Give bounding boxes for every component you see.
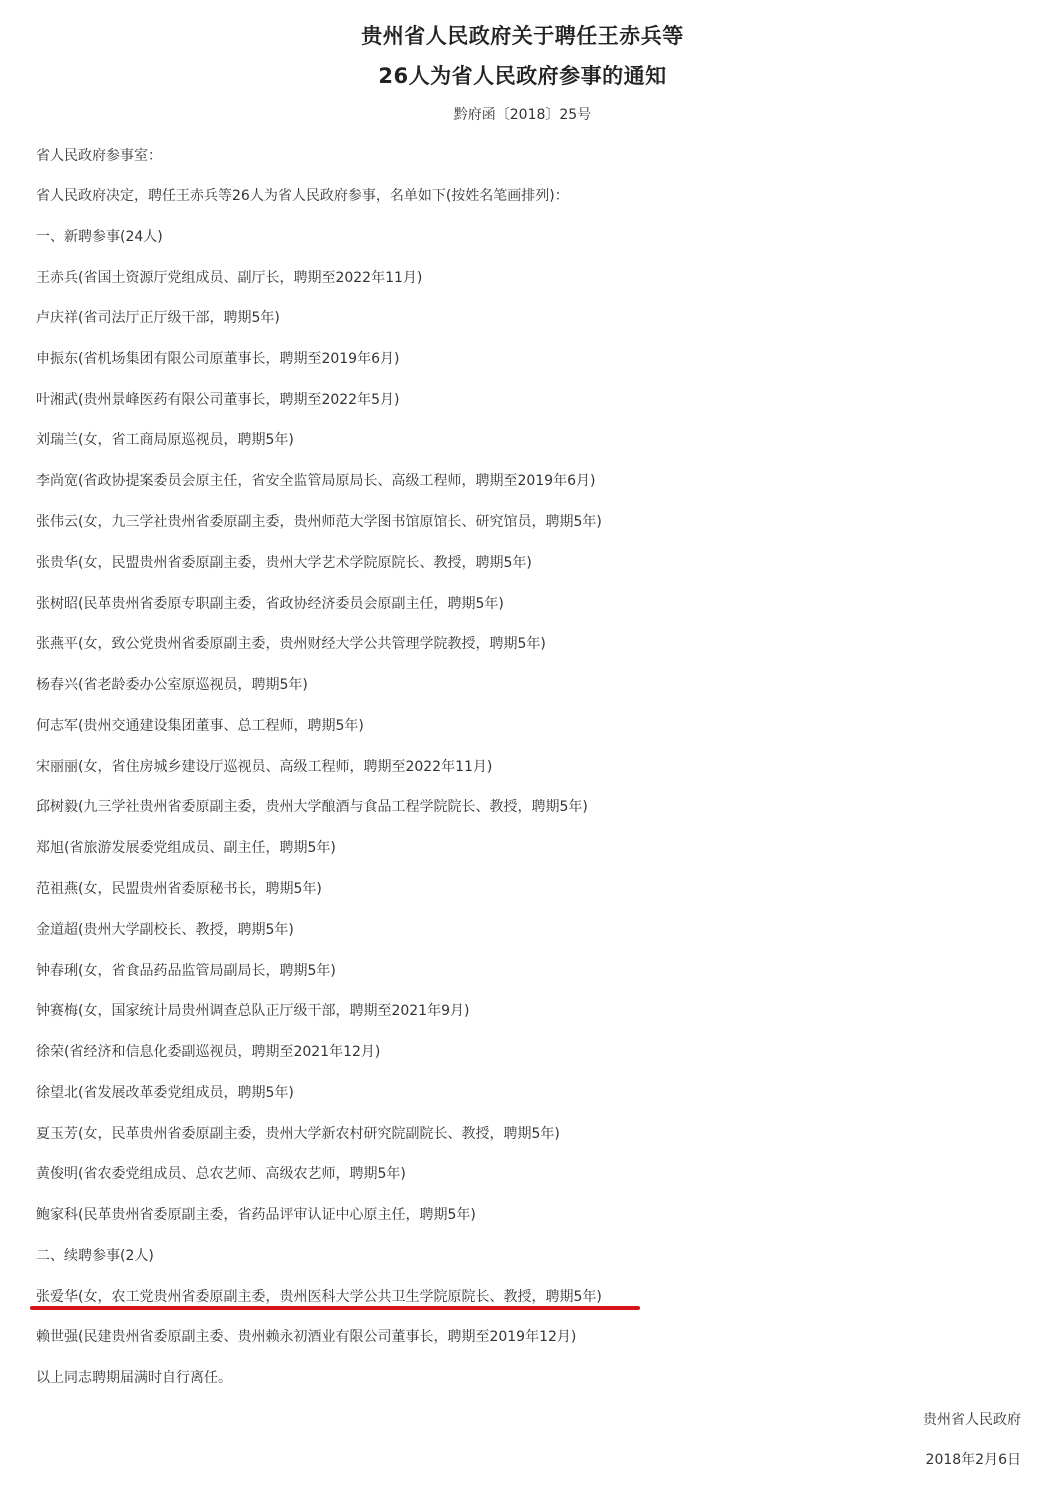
document-number: 黔府函〔2018〕25号 bbox=[453, 107, 592, 123]
red-underline-highlight bbox=[30, 1306, 640, 1310]
list-item: 张贵华(女，民盟贵州省委原副主委，贵州大学艺术学院原院长、教授，聘期5年) bbox=[36, 555, 532, 571]
list-item: 黄俊明(省农委党组成员、总农艺师、高级农艺师，聘期5年) bbox=[36, 1166, 406, 1182]
list-item: 范祖燕(女，民盟贵州省委原秘书长，聘期5年) bbox=[36, 881, 322, 897]
salutation: 省人民政府参事室： bbox=[36, 148, 162, 164]
list-item: 卢庆祥(省司法厅正厅级干部，聘期5年) bbox=[36, 310, 280, 326]
list-item: 钟春琍(女，省食品药品监管局副局长，聘期5年) bbox=[36, 963, 336, 979]
intro-paragraph: 省人民政府决定，聘任王赤兵等26人为省人民政府参事，名单如下(按姓名笔画排列)： bbox=[36, 188, 569, 204]
list-item: 张燕平(女，致公党贵州省委原副主委，贵州财经大学公共管理学院教授，聘期5年) bbox=[36, 636, 546, 652]
list-item: 徐望北(省发展改革委党组成员，聘期5年) bbox=[36, 1085, 294, 1101]
list-item: 宋丽丽(女，省住房城乡建设厅巡视员、高级工程师，聘期至2022年11月) bbox=[36, 759, 493, 775]
list-item: 张伟云(女，九三学社贵州省委原副主委，贵州师范大学图书馆原馆长、研究馆员，聘期5年) bbox=[36, 514, 602, 530]
list-item-highlighted: 张爱华(女，农工党贵州省委原副主委，贵州医科大学公共卫生学院原院长、教授，聘期5年) bbox=[36, 1289, 602, 1305]
issuer-signature: 贵州省人民政府 bbox=[923, 1412, 1021, 1428]
list-item: 何志军(贵州交通建设集团董事、总工程师，聘期5年) bbox=[36, 718, 364, 734]
issue-date: 2018年2月6日 bbox=[925, 1452, 1021, 1468]
list-item: 杨春兴(省老龄委办公室原巡视员，聘期5年) bbox=[36, 677, 308, 693]
title-line-2: 26人为省人民政府参事的通知 bbox=[378, 64, 667, 88]
list-item: 叶湘武(贵州景峰医药有限公司董事长，聘期至2022年5月) bbox=[36, 392, 400, 408]
list-item: 张树昭(民革贵州省委原专职副主委，省政协经济委员会原副主任，聘期5年) bbox=[36, 596, 504, 612]
title-line-1: 贵州省人民政府关于聘任王赤兵等 bbox=[361, 24, 684, 48]
list-item: 申振东(省机场集团有限公司原董事长，聘期至2019年6月) bbox=[36, 351, 400, 367]
section-heading-new: 一、新聘参事(24人) bbox=[36, 229, 163, 245]
section-heading-renewed: 二、续聘参事(2人) bbox=[36, 1248, 154, 1264]
closing-statement: 以上同志聘期届满时自行离任。 bbox=[36, 1370, 232, 1386]
list-item: 邱树毅(九三学社贵州省委原副主委，贵州大学酿酒与食品工程学院院长、教授，聘期5年) bbox=[36, 799, 588, 815]
list-item: 钟赛梅(女，国家统计局贵州调查总队正厅级干部，聘期至2021年9月) bbox=[36, 1003, 470, 1019]
list-item: 郑旭(省旅游发展委党组成员、副主任，聘期5年) bbox=[36, 840, 336, 856]
list-item: 金道超(贵州大学副校长、教授，聘期5年) bbox=[36, 922, 294, 938]
list-item: 李尚宽(省政协提案委员会原主任，省安全监管局原局长、高级工程师，聘期至2019年6月) bbox=[36, 473, 596, 489]
list-item: 刘瑞兰(女，省工商局原巡视员，聘期5年) bbox=[36, 432, 294, 448]
list-item: 王赤兵(省国土资源厅党组成员、副厅长，聘期至2022年11月) bbox=[36, 270, 423, 286]
list-item: 徐荣(省经济和信息化委副巡视员，聘期至2021年12月) bbox=[36, 1044, 381, 1060]
list-item: 夏玉芳(女，民革贵州省委原副主委，贵州大学新农村研究院副院长、教授，聘期5年) bbox=[36, 1126, 560, 1142]
list-item: 鲍家科(民革贵州省委原副主委，省药品评审认证中心原主任，聘期5年) bbox=[36, 1207, 476, 1223]
list-item: 赖世强(民建贵州省委原副主委、贵州赖永初酒业有限公司董事长，聘期至2019年12月) bbox=[36, 1329, 577, 1345]
